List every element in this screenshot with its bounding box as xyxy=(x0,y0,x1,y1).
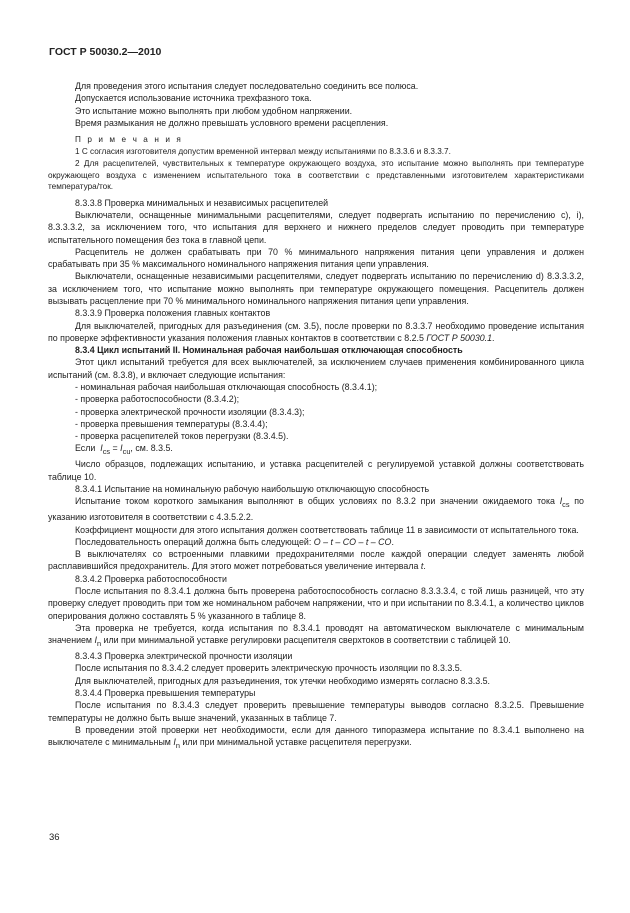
formula-prefix: Если xyxy=(75,443,96,454)
standard-reference: ГОСТ Р 50030.1 xyxy=(426,332,493,343)
note-2: 2 Для расцепителей, чувствительных к температуре окружающего воздуха, это испытание можно выполнять при температуре окружающего воздуха с изменением испытательного тока в соответствии с представленными изготовителем характеристиками температура/ток. xyxy=(48,159,584,192)
paragraph: Выключатели, оснащенные минимальными расцепителями, следует подвергать испытанию по перечислению c), i), 8.3.3.3.2, за исключением того, что испытания для верхнего и нижнего пределов следует проводить при температуре испытательного помещения без тока в главной цепи. xyxy=(48,210,584,245)
section-heading: 8.3.4.2 Проверка работоспособности xyxy=(75,573,227,584)
paragraph-text: или при минимальной уставке регулировки расцепителя сверхтоков в соответствии с таблицей 10. xyxy=(103,635,511,646)
section-heading: 8.3.3.9 Проверка положения главных контактов xyxy=(75,308,271,319)
document-body xyxy=(48,80,584,752)
paragraph: Время размыкания не должно превышать условного времени расцепления. xyxy=(75,117,389,128)
note-1: 1 С согласия изготовителя допустим временной интервал между испытаниями по 8.3.3.6 и 8.3.3.7. xyxy=(75,147,451,157)
paragraph-text: по указанию изготовителя в соответствии с 4.3.5.2.2. xyxy=(48,496,584,523)
section-heading: 8.3.3.8 Проверка минимальных и независимых расцепителей xyxy=(75,197,329,208)
paragraph: После испытания по 8.3.4.3 следует проверить превышение температуры выводов согласно 8.3.2.5. Превышение температуры не должно быть выше значений, указанных в таблице 7. xyxy=(48,700,584,723)
section-heading-bold: 8.3.4 Цикл испытаний II. Номинальная рабочая наибольшая отключающая способность xyxy=(75,345,463,356)
paragraph-text: В проведении этой проверки нет необходимости, если для данного типоразмера испытание по 8.3.4.1 выполнено на выключателе с минимальным xyxy=(48,724,584,748)
paragraph: Это испытание можно выполнять при любом удобном напряжении. xyxy=(75,105,353,116)
subscript-cu: cu xyxy=(122,447,131,457)
paragraph: Для выключателей, пригодных для разъединения (см. 3.5), после проверки по 8.3.3.7 необходимо проведение испытания по проверке эффективности указания положения главных контактов в соответствии с 8.2.5 ГОСТ Р 50030.1. xyxy=(48,320,584,343)
list-item: - проверка работоспособности (8.3.4.2); xyxy=(75,394,240,405)
list-item: - номинальная рабочая наибольшая отключающая способность (8.3.4.1); xyxy=(75,382,378,392)
paragraph-text: Для выключателей, пригодных для разъединения (см. 3.5), после проверки по 8.3.3.7 необходимо проведение испытания по проверке эффективности указания положения главных контактов в соответствии с 8.2.5 xyxy=(48,320,584,343)
symbol-i: I xyxy=(100,443,103,454)
symbol-i: I xyxy=(173,737,176,748)
paragraph: После испытания по 8.3.4.2 следует проверить электрическую прочность изоляции по 8.3.3.5. xyxy=(75,663,463,674)
section-heading: 8.3.4.1 Испытание на номинальную рабочую наибольшую отключающую способность xyxy=(75,484,430,495)
list-item: - проверка электрической прочности изоляции (8.3.4.3); xyxy=(75,406,305,417)
subscript-n: n xyxy=(175,740,180,750)
symbol-t: t xyxy=(420,561,424,572)
page-number: 36 xyxy=(49,832,60,843)
paragraph: Коэффициент мощности для этого испытания должен соответствовать таблице 11 в зависимости от испытательного тока. xyxy=(75,524,579,535)
paragraph xyxy=(48,622,584,650)
paragraph: Выключатели, оснащенные независимыми расцепителями, следует подвергать испытанию по перечислению d) 8.3.3.3.2, за исключением того, что испытание можно выполнять при температуре окружающего помещения. Расцепитель должен вызывать расцепление при 70 % минимального номинального напряжения питания цепи управления. xyxy=(48,271,584,307)
section-heading: 8.3.4.4 Проверка превышения температуры xyxy=(75,688,256,699)
paragraph xyxy=(48,724,584,752)
paragraph: Для выключателей, пригодных для разъединения, ток утечки необходимо измерять согласно 8.3.3.5. xyxy=(75,675,490,686)
subscript-cs: cs xyxy=(562,500,570,510)
paragraph-text: Испытание током короткого замыкания выполняют в общих условиях по 8.3.2 при значении ожидаемого тока xyxy=(75,496,555,507)
paragraph: Для проведения этого испытания следует последовательно соединить все полюса. xyxy=(75,81,419,91)
paragraph: Последовательность операций должна быть следующей: O – t – CO – t – CO. xyxy=(75,536,394,547)
list-item: - проверка превышения температуры (8.3.4.4); xyxy=(75,418,268,429)
formula-suffix: см. 8.3.5. xyxy=(135,443,173,454)
paragraph-text: В выключателях со встроенными плавкими предохранителями после каждой операции следует заменять любой расплавившийся предохранитель. Для этого может потребоваться увеличение интервала xyxy=(48,549,584,572)
subscript-n: n xyxy=(96,638,102,648)
paragraph: Этот цикл испытаний требуется для всех выключателей, за исключением случаев применения комбинированного цикла испытаний (см. 8.3.8), и включает следующие испытания: xyxy=(48,357,584,380)
symbol-i: I xyxy=(94,635,97,646)
paragraph xyxy=(48,495,584,523)
paragraph: Число образцов, подлежащих испытанию, и уставка расцепителей с регулируемой уставкой должны соответствовать таблице 10. xyxy=(48,459,584,482)
section-heading: 8.3.4.3 Проверка электрической прочности изоляции xyxy=(75,651,293,662)
paragraph: После испытания по 8.3.4.1 должна быть проверена работоспособность согласно 8.3.3.3.4, с той лишь разницей, что эту проверку следует проводить при том же номинальном рабочем напряжении, что и при испытании по 8.3.4.1, а количество циклов оперирования должно составлять 5 % указанного в таблице 8. xyxy=(48,586,584,621)
paragraph: Расцепитель не должен срабатывать при 70 % минимального напряжения питания цепи управления и должен срабатывать при 35 % максимального номинального напряжения питания цепи управления. xyxy=(48,246,584,270)
symbol-i: I xyxy=(559,496,563,507)
paragraph: Допускается использование источника трехфазного тока. xyxy=(75,93,312,104)
formula-line: Если $I_{cs} = I_{cu}$, см. 8.3.5. xyxy=(75,443,173,457)
paragraph-text: или при минимальной уставке расцепителя перегрузки. xyxy=(182,737,412,748)
paragraph: В выключателях со встроенными плавкими предохранителями после каждой операции следует заменять любой расплавившийся предохранитель. Для этого может потребоваться увеличение интервала t. xyxy=(48,549,584,572)
list-item: - проверка расцепителей токов перегрузки (8.3.4.5). xyxy=(75,431,289,442)
page-header: ГОСТ Р 50030.2—2010 xyxy=(49,46,162,58)
operation-sequence: O – t – CO – t – CO xyxy=(313,536,392,547)
subscript-cs: cs xyxy=(102,447,111,457)
paragraph-text: Последовательность операций должна быть следующей: xyxy=(75,536,312,547)
symbol-i: I xyxy=(120,443,123,454)
paragraph-text: Эта проверка не требуется, когда испытания по 8.3.4.1 проводят на автоматическом выключателе с минимальным значением xyxy=(48,622,584,646)
notes-title: П р и м е ч а н и я xyxy=(75,135,183,145)
